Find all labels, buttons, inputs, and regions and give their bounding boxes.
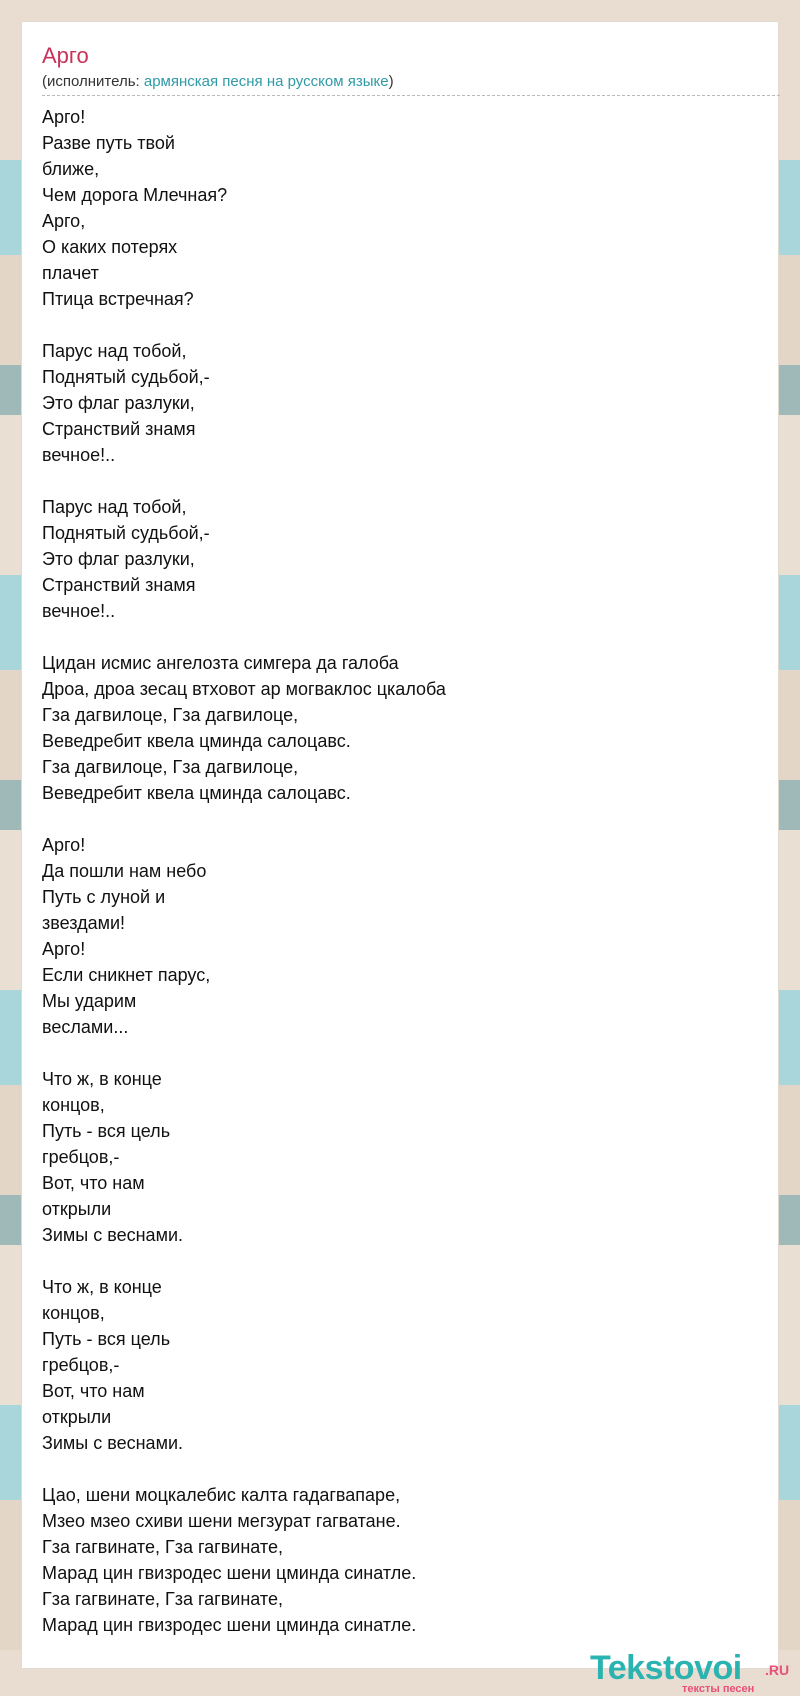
lyric-line: Чем дорога Млечная? xyxy=(42,185,228,205)
song-title: Арго xyxy=(42,43,89,68)
lyric-line: Это флаг разлуки, xyxy=(42,549,195,569)
stanza-break xyxy=(42,312,742,338)
lyric-line: Гза дагвилоце, Гза дагвилоце, xyxy=(42,705,299,725)
lyric-line: Путь - вся цель xyxy=(42,1329,171,1349)
lyric-line: открыли xyxy=(42,1199,112,1219)
lyric-line: Цидан исмис ангелозта симгера да галоба xyxy=(42,653,399,673)
lyric-line: Что ж, в конце xyxy=(42,1277,162,1297)
lyric-line: Марад цин гвизродес шени цминда синатле. xyxy=(42,1615,417,1635)
lyric-line: Путь - вся цель xyxy=(42,1121,171,1141)
lyric-line: Парус над тобой, xyxy=(42,341,187,361)
lyric-line: вечное!.. xyxy=(42,601,116,621)
lyric-line: Гза дагвилоце, Гза дагвилоце, xyxy=(42,757,299,777)
site-logo[interactable] xyxy=(590,1650,790,1696)
lyric-line: Мзео мзео схиви шени мегзурат гагватане. xyxy=(42,1511,401,1531)
lyric-line: Гза гагвинате, Гза гагвинате, xyxy=(42,1537,283,1557)
lyric-line: Странствий знамя xyxy=(42,419,196,439)
lyric-line: Арго! xyxy=(42,107,86,127)
lyric-line: Марад цин гвизродес шени цминда синатле. xyxy=(42,1563,417,1583)
lyric-line: Это флаг разлуки, xyxy=(42,393,195,413)
lyric-line: Арго, xyxy=(42,211,86,231)
lyrics-card xyxy=(22,22,790,1695)
lyric-line: гребцов,- xyxy=(42,1355,120,1375)
artist-prefix: (исполнитель: xyxy=(42,73,144,90)
lyric-line: концов, xyxy=(42,1303,105,1323)
lyric-line: веслами... xyxy=(42,1017,129,1037)
lyric-line: ближе, xyxy=(42,159,100,179)
stanza-break xyxy=(42,1040,742,1066)
lyric-line: Вот, что нам xyxy=(42,1381,145,1401)
lyric-line: звездами! xyxy=(42,913,126,933)
lyric-line: открыли xyxy=(42,1407,112,1427)
lyric-line: Да пошли нам небо xyxy=(42,861,207,881)
lyric-line: Вот, что нам xyxy=(42,1173,145,1193)
logo-name: Tekstovoi xyxy=(590,1649,742,1687)
lyric-line: Птица встречная? xyxy=(42,289,194,309)
lyric-line: Гза гагвинате, Гза гагвинате, xyxy=(42,1589,283,1609)
logo-tld: .RU xyxy=(765,1662,790,1678)
lyric-line: гребцов,- xyxy=(42,1147,120,1167)
lyric-line: Странствий знамя xyxy=(42,575,196,595)
stanza-break xyxy=(42,1456,742,1482)
lyric-line: О каких потерях xyxy=(42,237,178,257)
artist-link[interactable]: армянская песня на русском языке xyxy=(143,73,389,90)
lyric-line: Если сникнет парус, xyxy=(42,965,211,985)
stanza-break xyxy=(42,806,742,832)
lyric-line: Арго! xyxy=(42,939,86,959)
lyric-line: Цао, шени моцкалебис калта гадагвапаре, xyxy=(42,1485,401,1505)
lyric-line: Веведребит квела цминда салоцавс. xyxy=(42,783,351,803)
lyric-line: Веведребит квела цминда салоцавс. xyxy=(42,731,351,751)
lyric-line: вечное!.. xyxy=(42,445,116,465)
lyric-line: Арго! xyxy=(42,835,86,855)
stanza-break xyxy=(42,1248,742,1274)
lyric-line: Поднятый судьбой,- xyxy=(42,367,210,387)
lyric-line: Зимы с веснами. xyxy=(42,1225,183,1245)
stanza-break xyxy=(42,624,742,650)
lyrics-text xyxy=(42,104,742,1638)
lyric-line: концов, xyxy=(42,1095,105,1115)
artist-line xyxy=(42,72,780,96)
lyric-line: Зимы с веснами. xyxy=(42,1433,183,1453)
lyric-line: Мы ударим xyxy=(42,991,137,1011)
lyric-line: Что ж, в конце xyxy=(42,1069,162,1089)
lyric-line: Поднятый судьбой,- xyxy=(42,523,210,543)
lyric-line: Парус над тобой, xyxy=(42,497,187,517)
lyric-line: Путь с луной и xyxy=(42,887,166,907)
logo-tagline: тексты песен xyxy=(682,1683,755,1695)
lyric-line: Дроа, дроа зесац втховот ар могваклос цкалоба xyxy=(42,679,446,699)
lyric-line: Разве путь твой xyxy=(42,133,175,153)
artist-suffix: ) xyxy=(388,73,394,90)
stanza-break xyxy=(42,468,742,494)
lyric-line: плачет xyxy=(42,263,99,283)
